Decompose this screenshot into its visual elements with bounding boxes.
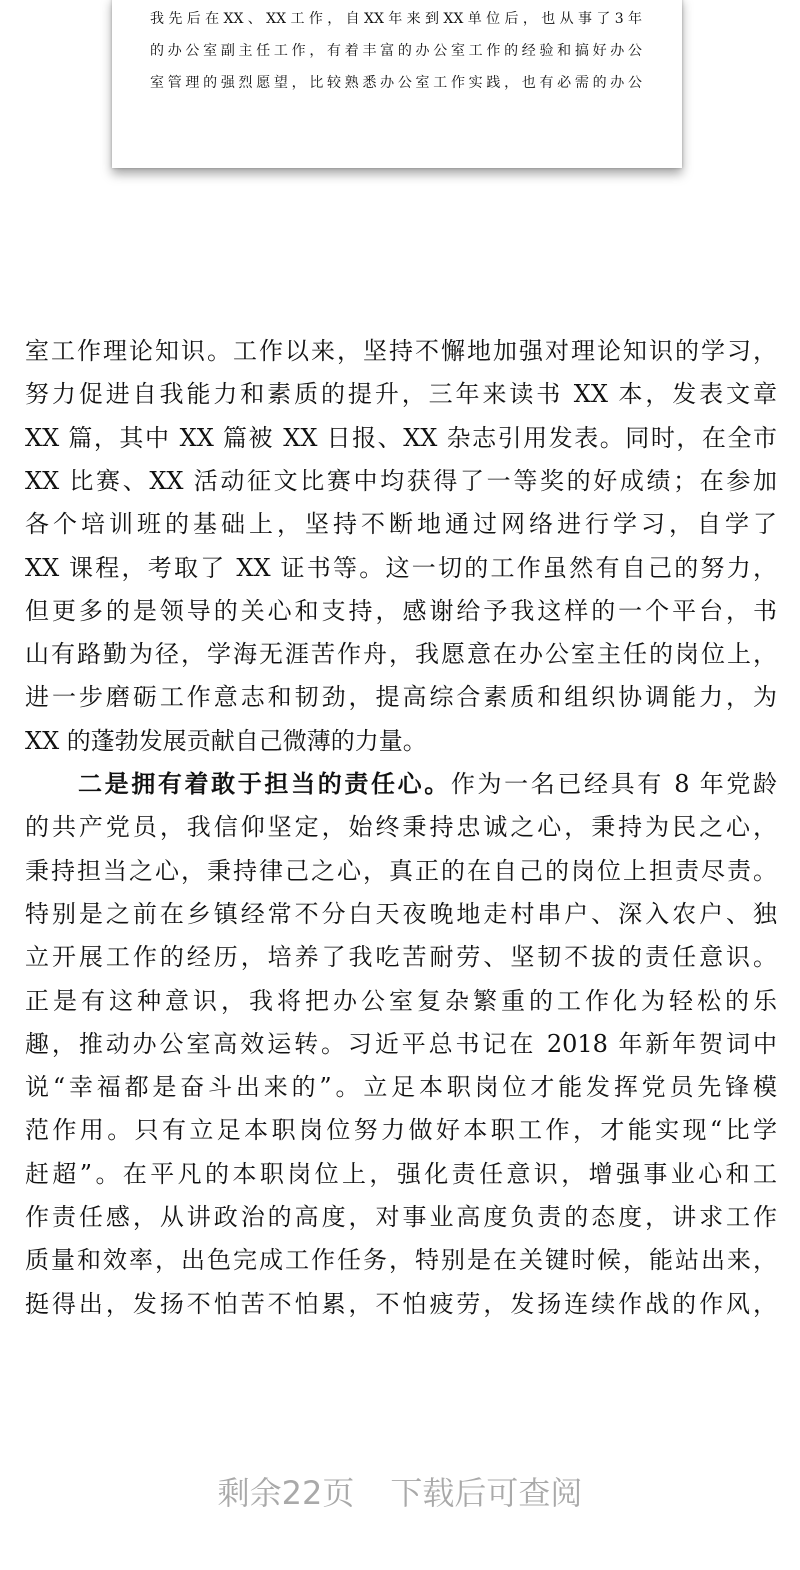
body-line: 特别是之前在乡镇经常不分白天夜晚地走村串户、深入农户、独 — [25, 899, 777, 928]
body-line: 质量和效率，出色完成工作任务，特别是在关键时候，能站出来， — [25, 1246, 777, 1275]
preview-page-card — [112, 0, 682, 168]
body-line: 趣，推动办公室高效运转。习近平总书记在 2018 年新年贺词中 — [25, 1029, 777, 1058]
card-line: 我先后在XX、XX工作，自XX年来到XX单位后，也从事了3年 — [150, 11, 642, 27]
card-line: 的办公室副主任工作，有着丰富的办公室工作的经验和搞好办公 — [150, 43, 642, 59]
body-line: XX 篇，其中 XX 篇被 XX 日报、XX 杂志引用发表。同时，在全市 — [25, 423, 777, 452]
body-line: 赶超”。在平凡的本职岗位上，强化责任意识，增强事业心和工 — [25, 1159, 777, 1188]
body-line: 范作用。只有立足本职岗位努力做好本职工作，才能实现“比学 — [25, 1116, 777, 1145]
body-line: 但更多的是领导的关心和支持，感谢给予我这样的一个平台，书 — [25, 596, 777, 625]
body-line: 各个培训班的基础上，坚持不断地通过网络进行学习，自学了 — [25, 510, 777, 539]
body-line: 说“幸福都是奋斗出来的”。立足本职岗位才能发挥党员先锋模 — [25, 1073, 777, 1102]
body-line: XX 课程，考取了 XX 证书等。这一切的工作虽然有自己的努力， — [25, 553, 777, 582]
body-line: XX 的蓬勃发展贡献自己微薄的力量。 — [25, 726, 427, 755]
card-line: 室管理的强烈愿望，比较熟悉办公室工作实践，也有必需的办公 — [150, 75, 642, 91]
body-line: 正是有这种意识，我将把办公室复杂繁重的工作化为轻松的乐 — [25, 986, 777, 1015]
body-line: 进一步磨砺工作意志和韧劲，提高综合素质和组织协调能力，为 — [25, 683, 777, 712]
body-line: 立开展工作的经历，培养了我吃苦耐劳、坚韧不拔的责任意识。 — [25, 943, 777, 972]
body-text: 作为一名已经具有 8 年党龄 — [450, 770, 778, 798]
download-to-view-label[interactable]: 下载后可查阅 — [390, 1474, 583, 1512]
body-line: 努力促进自我能力和素质的提升，三年来读书 XX 本，发表文章 — [25, 380, 777, 409]
remaining-pages-label[interactable]: 剩余22页 — [217, 1474, 355, 1512]
body-line: 挺得出，发扬不怕苦不怕累，不怕疲劳，发扬连续作战的作风， — [25, 1289, 777, 1318]
body-line: 秉持担当之心，秉持律己之心，真正的在自己的岗位上担责尽责。 — [25, 856, 777, 885]
body-line: 室工作理论知识。工作以来，坚持不懈地加强对理论知识的学习， — [25, 337, 777, 365]
body-line: 作责任感，从讲政治的高度，对事业高度负责的态度，讲求工作 — [25, 1203, 777, 1231]
body-line: XX 比赛、XX 活动征文比赛中均获得了一等奖的好成绩；在参加 — [25, 466, 777, 495]
body-line: 的共产党员，我信仰坚定，始终秉持忠诚之心，秉持为民之心， — [25, 813, 777, 842]
section-heading-line — [78, 769, 777, 799]
body-line: 山有路勤为径，学海无涯苦作舟，我愿意在办公室主任的岗位上， — [25, 640, 777, 669]
download-prompt[interactable] — [0, 1468, 800, 1514]
section-heading: 二是拥有着敢于担当的责任心。 — [78, 769, 451, 798]
